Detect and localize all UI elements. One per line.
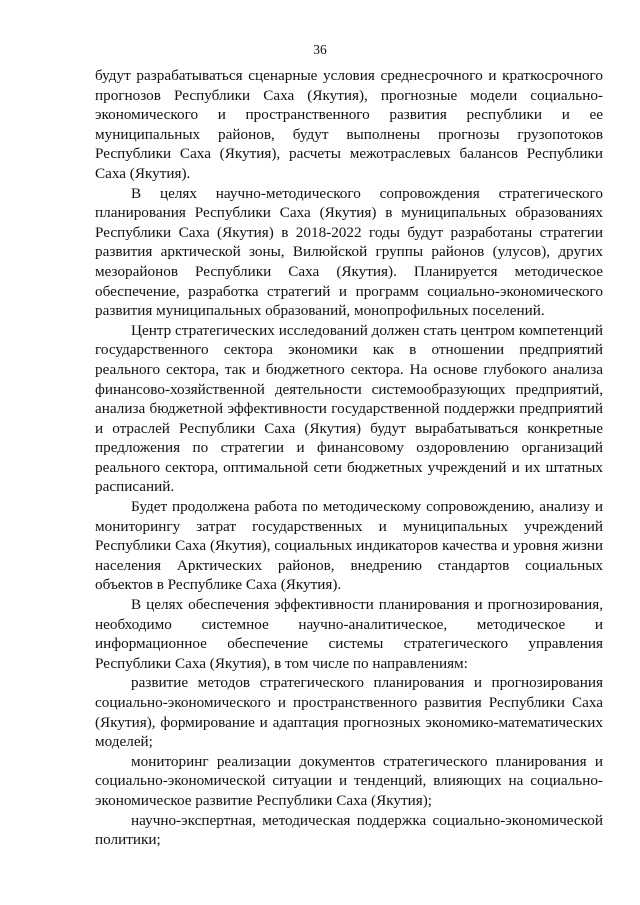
paragraph-methodological-support: В целях научно-методического сопровождения стратегического планирования Республики Саха (Якутия) в муниципальных образованиях Республики Саха (Якутия) в 2018-2022 годы будут разработаны стратегии развития арктической зоны, Вилюйской группы районов (улусов), других мезорайонов Республики Саха (Якутия). Планируется методическое обеспечение, разработка стратегий и программ социально-экономического развития муниципальных образований, монопрофильных поселений.: [95, 184, 603, 320]
list-item-methods-development: развитие методов стратегического планирования и прогнозирования социально-экономического и пространственного развития Республики Саха (Якутия), формирование и адаптация прогнозных экономико-математических моделей;: [95, 674, 603, 751]
paragraph-planning-efficiency: В целях обеспечения эффективности планирования и прогнозирования, необходимо системное научно-аналитическое, методическое и информационное обеспечение системы стратегического управления Республики Саха (Якутия), в том числе по направлениям:: [95, 596, 603, 672]
paragraph-strategic-research-center: Центр стратегических исследований должен стать центром компетенций государственного сектора экономики как в отношении предприятий реального сектора, так и бюджетного сектора. На основе глубокого анализа финансово-хозяйственной деятельности системообразующих предприятий, анализа бюджетной эффективности государственной поддержки предприятий и отраслей Республики Саха (Якутия) будут вырабатываться конкретные предложения по стратегии и финансовому оздоровлению организаций реального сектора, оптимальной сети бюджетных учреждений и их штатных расписаний.: [95, 321, 603, 496]
body-text: [95, 66, 603, 850]
page-number: 36: [313, 42, 327, 57]
paragraph-monitoring-costs: Будет продолжена работа по методическому сопровождению, анализу и мониторингу затрат государственных и муниципальных учреждений Республики Саха (Якутия), социальных индикаторов качества и уровня жизни населения Арктических районов, внедрению стандартов социальных объектов в Республике Саха (Якутия).: [95, 498, 603, 594]
paragraph-forecasting-continuation: будут разрабатываться сценарные условия среднесрочного и краткосрочного прогнозов Республики Саха (Якутия), прогнозные модели социально-экономического и пространственного развития республики и ее муниципальных районов, будут выполнены прогнозы грузопотоков Республики Саха (Якутия), расчеты межотраслевых балансов Республики Саха (Якутия).: [95, 67, 603, 182]
list-item-implementation-monitoring: мониторинг реализации документов стратегического планирования и социально-экономической ситуации и тенденций, влияющих на социально-экономическое развитие Республики Саха (Якутия);: [95, 752, 603, 809]
list-item-expert-support: научно-экспертная, методическая поддержка социально-экономической политики;: [95, 811, 603, 849]
